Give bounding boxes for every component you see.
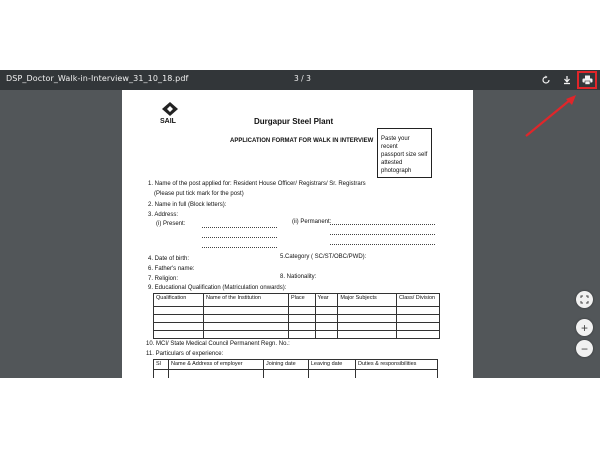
zoom-in-button[interactable] — [576, 319, 593, 336]
fit-page-button[interactable] — [576, 291, 593, 308]
document-title: DSP_Doctor_Walk-in-Interview_31_10_18.pdf — [6, 74, 189, 83]
item-address-present: (i) Present: — [156, 221, 186, 227]
annotation-arrow — [520, 92, 580, 142]
exp-header: Sl — [154, 360, 169, 370]
permanent-line — [330, 234, 435, 235]
edu-header: Place — [288, 294, 315, 307]
education-table — [153, 293, 440, 339]
permanent-line — [330, 224, 435, 225]
pdf-toolbar — [0, 70, 600, 90]
pdf-viewer — [0, 70, 600, 378]
edu-header: Name of the Institution — [203, 294, 288, 307]
rotate-icon[interactable] — [539, 73, 553, 87]
item-mci: 10. MCI/ State Medical Council Permanent Regn. No.: — [146, 341, 290, 347]
org-title: Durgapur Steel Plant — [254, 117, 334, 126]
present-line — [202, 247, 277, 248]
edu-header: Year — [315, 294, 338, 307]
edu-header: Major Subjects — [338, 294, 397, 307]
item-post-note: (Please put tick mark for the post) — [154, 191, 244, 197]
photo-box-line: Paste your recent — [381, 136, 410, 150]
zoom-out-icon: − — [580, 341, 588, 356]
sail-logo-icon — [162, 102, 178, 116]
item-experience: 11. Particulars of experience: — [146, 351, 224, 357]
present-line — [202, 237, 277, 238]
download-icon[interactable] — [560, 73, 574, 87]
item-father: 6. Father's name: — [148, 266, 195, 272]
photo-box-line: photograph — [381, 168, 412, 174]
logo-text: SAIL — [160, 118, 176, 125]
table-row — [154, 307, 440, 315]
photo-box — [377, 128, 432, 178]
pdf-page — [122, 90, 473, 378]
edu-header: Qualification — [154, 294, 204, 307]
table-row — [154, 331, 440, 339]
item-dob: 4. Date of birth: — [148, 256, 190, 262]
experience-table — [153, 359, 438, 378]
photo-box-line: attested — [381, 160, 403, 166]
photo-box-line: passport size self — [381, 152, 428, 158]
exp-header: Leaving date — [308, 360, 355, 370]
item-education: 9. Educational Qualification (Matriculation onwards): — [148, 285, 287, 291]
table-row — [154, 370, 438, 379]
form-title: APPLICATION FORMAT FOR WALK IN INTERVIEW — [230, 138, 374, 144]
exp-header: Name & Address of employer — [169, 360, 264, 370]
exp-header: Joining date — [264, 360, 309, 370]
permanent-line — [330, 244, 435, 245]
page-indicator[interactable]: 3 / 3 — [294, 74, 311, 83]
item-nationality: 8. Nationality: — [280, 274, 317, 280]
item-name: 2. Name in full (Block letters): — [148, 202, 227, 208]
exp-header: Duties & responsibilities — [356, 360, 438, 370]
item-address-permanent: (ii) Permanent: — [292, 219, 332, 225]
item-religion: 7. Religion: — [148, 276, 179, 282]
fit-page-icon — [580, 295, 589, 304]
table-row — [154, 315, 440, 323]
item-post: 1. Name of the post applied for: Resident House Officer/ Registrars/ Sr. Registrars — [148, 181, 366, 187]
item-address: 3. Address: — [148, 212, 179, 218]
edu-header: Class/ Division — [397, 294, 440, 307]
item-category: 5.Category ( SC/ST/OBC/PWD): — [280, 254, 367, 260]
zoom-in-icon: + — [580, 320, 588, 335]
sail-logo — [156, 102, 186, 132]
table-row — [154, 323, 440, 331]
print-highlight-box — [577, 71, 597, 89]
zoom-out-button[interactable] — [576, 340, 593, 357]
present-line — [202, 227, 277, 228]
